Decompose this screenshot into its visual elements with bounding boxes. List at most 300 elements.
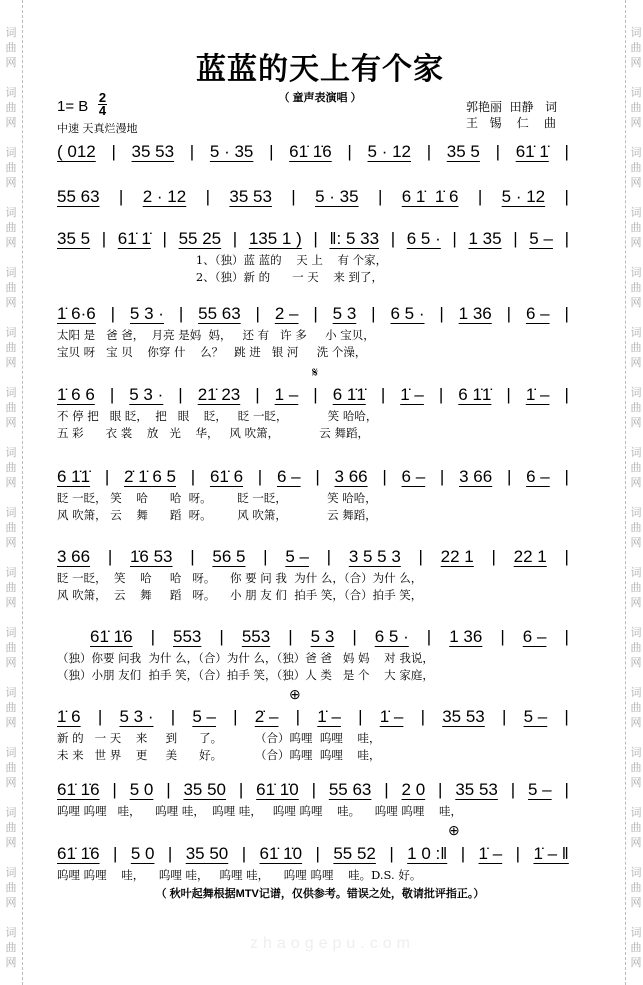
measure: 5 · 35 xyxy=(209,142,254,161)
barline: | xyxy=(313,229,318,248)
measure: 1̇ – xyxy=(525,385,550,404)
watermark-char: 网 xyxy=(5,176,17,189)
measure: 61̇ 1̇6 xyxy=(289,142,332,161)
measure: 6 – xyxy=(401,467,426,486)
barline: | xyxy=(238,780,244,799)
barline: | xyxy=(564,627,569,646)
lyric-line: 呜哩 呜哩 哇， 呜哩 哇， 呜哩 哇， 呜哩 呜哩 哇。D.S. 好。 xyxy=(57,868,422,882)
lyricist-credit: 郭艳丽 田静 词 xyxy=(466,100,558,114)
watermark-char: 曲 xyxy=(630,581,642,594)
measure: 61̇ 1̇0 xyxy=(259,844,303,863)
watermark-char: 曲 xyxy=(5,521,17,534)
barline: | xyxy=(426,627,432,646)
watermark-char: 网 xyxy=(630,536,642,549)
barline: | xyxy=(500,627,505,646)
watermark-char: 网 xyxy=(5,236,17,249)
notation-row xyxy=(57,385,569,405)
barline: | xyxy=(513,229,518,248)
barline: | xyxy=(118,187,124,206)
side-watermark xyxy=(4,145,18,190)
measure: 22 1 xyxy=(513,547,547,566)
watermark-char: 词 xyxy=(5,266,17,279)
performer-note: （ 童声表演唱 ） xyxy=(278,92,362,104)
side-watermark xyxy=(4,625,18,670)
barline: | xyxy=(101,229,107,248)
barline: | xyxy=(110,304,116,323)
barline: | xyxy=(506,467,512,486)
measure: 5 – xyxy=(285,547,309,566)
time-top: 2 xyxy=(98,90,107,105)
watermark-char: 网 xyxy=(630,836,642,849)
barline: | xyxy=(491,547,496,566)
side-watermark xyxy=(629,625,643,670)
watermark-char: 词 xyxy=(630,506,642,519)
measure: 1 0 :‖ xyxy=(407,844,448,863)
watermark-char: 网 xyxy=(5,416,17,429)
watermark-char: 网 xyxy=(630,236,642,249)
watermark-char: 曲 xyxy=(630,341,642,354)
barline: | xyxy=(166,780,171,799)
barline: | xyxy=(347,142,352,161)
barline: | xyxy=(439,467,445,486)
barline: | xyxy=(190,467,196,486)
barline: | xyxy=(232,229,238,248)
measure: 6 1̇ 1̇ 6 xyxy=(401,187,459,206)
watermark-char: 词 xyxy=(5,806,17,819)
watermark-char: 曲 xyxy=(5,701,17,714)
measure: 1 – xyxy=(274,385,299,404)
watermark-char: 曲 xyxy=(630,941,642,954)
measure: ‖: 5 33 xyxy=(329,229,380,248)
watermark-char: 网 xyxy=(5,476,17,489)
measure: 2 – xyxy=(274,304,299,323)
barline: | xyxy=(564,707,569,726)
barline: | xyxy=(288,627,293,646)
side-watermark xyxy=(629,565,643,610)
barline: | xyxy=(170,707,176,726)
watermark-char: 网 xyxy=(5,656,17,669)
barline: | xyxy=(389,844,394,863)
composer-credit: 王 锡 仁 曲 xyxy=(466,116,556,130)
side-watermark xyxy=(629,745,643,790)
barline: | xyxy=(150,627,155,646)
watermark-char: 词 xyxy=(630,806,642,819)
watermark-char: 网 xyxy=(630,356,642,369)
watermark-char: 网 xyxy=(5,836,17,849)
measure: ( 012 xyxy=(57,142,96,161)
time-bottom: 4 xyxy=(98,103,107,118)
watermark-char: 网 xyxy=(630,716,642,729)
lyric-line: 眨 一眨， 笑 哈 哈 呀。 眨 一眨， 笑 哈哈， xyxy=(57,491,377,505)
measure: 55 25 xyxy=(178,229,222,248)
watermark-char: 曲 xyxy=(5,341,17,354)
watermark-char: 曲 xyxy=(630,401,642,414)
watermark-char: 网 xyxy=(5,596,17,609)
watermark-char: 网 xyxy=(5,776,17,789)
measure: 5 – xyxy=(192,707,216,726)
watermark-char: 网 xyxy=(5,896,17,909)
watermark-char: 网 xyxy=(630,776,642,789)
segno-symbol: 𝄋 xyxy=(312,364,319,380)
barline: | xyxy=(255,304,260,323)
measure: 5 0 xyxy=(130,844,155,863)
barline: | xyxy=(564,467,569,486)
measure: 55 63 xyxy=(198,304,241,323)
measure: 55 63 xyxy=(57,187,100,206)
barline: | xyxy=(205,187,210,206)
barline: | xyxy=(438,780,443,799)
side-watermark xyxy=(4,505,18,550)
time-signature xyxy=(98,92,107,117)
barline: | xyxy=(564,780,569,799)
side-watermark xyxy=(629,685,643,730)
side-watermark xyxy=(4,565,18,610)
notation-row xyxy=(57,547,569,567)
watermark-char: 词 xyxy=(5,146,17,159)
lyric-line: 呜哩 呜哩 哇， 呜哩 哇， 呜哩 哇， 呜哩 呜哩 哇。 呜哩 呜哩 哇， xyxy=(57,804,463,818)
tempo-marking: 中速 天真烂漫地 xyxy=(57,122,138,135)
barline: | xyxy=(167,844,173,863)
watermark-char: 曲 xyxy=(630,281,642,294)
watermark-char: 曲 xyxy=(630,641,642,654)
watermark-char: 网 xyxy=(630,656,642,669)
measure: 5 3 · xyxy=(119,707,154,726)
watermark-char: 词 xyxy=(630,626,642,639)
watermark-char: 曲 xyxy=(5,161,17,174)
measure: 2̇ – xyxy=(254,707,279,726)
barline: | xyxy=(506,385,511,404)
measure: 56 5 xyxy=(212,547,246,566)
measure: 6 – xyxy=(522,627,547,646)
measure: 1̇ 6 6 xyxy=(57,385,95,404)
measure: 5 · 12 xyxy=(501,187,546,206)
notation-row xyxy=(57,467,569,487)
measure: 5 3 xyxy=(310,627,335,646)
barline: | xyxy=(315,844,320,863)
measure: 1 36 xyxy=(458,304,492,323)
lyric-line: （独）小朋 友们 拍手 笑，（合）拍手 笑，（独）人 类 是 个 大 家庭， xyxy=(57,668,434,682)
barline: | xyxy=(477,187,483,206)
watermark-char: 曲 xyxy=(5,941,17,954)
barline: | xyxy=(295,707,301,726)
measure: 3 5 5 3 xyxy=(348,547,401,566)
watermark-char: 网 xyxy=(630,596,642,609)
watermark-char: 曲 xyxy=(5,761,17,774)
lyric-line: 不 停 把 眼 眨， 把 眼 眨， 眨 一眨， 笑 哈哈， xyxy=(57,409,378,423)
watermark-url: zhaogepu.com xyxy=(250,935,415,952)
measure: 3 66 xyxy=(334,467,368,486)
watermark-char: 词 xyxy=(630,926,642,939)
watermark-char: 词 xyxy=(5,446,17,459)
measure: 35 50 xyxy=(185,844,229,863)
measure: 1̇ – ‖ xyxy=(533,844,569,863)
left-margin-line xyxy=(22,0,23,985)
watermark-char: 词 xyxy=(630,866,642,879)
measure: 5 – xyxy=(528,780,552,799)
barline: | xyxy=(439,304,444,323)
side-watermark xyxy=(4,325,18,370)
watermark-char: 曲 xyxy=(5,461,17,474)
measure: 1̇ 6 xyxy=(57,707,81,726)
measure: 21̇ 23 xyxy=(197,385,241,404)
lyric-line: 太阳 是 爸 爸， 月亮 是妈 妈， 还 有 许 多 小 宝贝， xyxy=(57,328,375,342)
measure: 5 3 · xyxy=(129,385,164,404)
measure: 6 5 · xyxy=(390,304,425,323)
watermark-char: 词 xyxy=(5,506,17,519)
barline: | xyxy=(190,547,195,566)
watermark-char: 词 xyxy=(630,206,642,219)
lyric-line: 2、（独）新 的 一 天 来 到了， xyxy=(57,270,383,284)
barline: | xyxy=(315,467,320,486)
measure: 35 50 xyxy=(183,780,227,799)
watermark-char: 曲 xyxy=(5,581,17,594)
watermark-char: 网 xyxy=(630,296,642,309)
watermark-char: 曲 xyxy=(5,221,17,234)
measure: 1̇6 53 xyxy=(129,547,173,566)
right-margin-line xyxy=(625,0,626,985)
barline: | xyxy=(255,385,260,404)
watermark-char: 曲 xyxy=(5,401,17,414)
measure: 6 1̇1̇ xyxy=(332,385,366,404)
barline: | xyxy=(382,467,387,486)
measure: 135 1 ) xyxy=(248,229,302,248)
watermark-char: 曲 xyxy=(5,41,17,54)
barline: | xyxy=(109,385,115,404)
watermark-char: 词 xyxy=(630,686,642,699)
watermark-char: 曲 xyxy=(5,821,17,834)
barline: | xyxy=(420,707,425,726)
song-title: 蓝蓝的天上有个家 xyxy=(196,53,444,86)
measure: 553 xyxy=(241,627,271,646)
key-signature: 1= B xyxy=(57,98,89,115)
barline: | xyxy=(178,304,184,323)
barline: | xyxy=(257,467,263,486)
notation-row xyxy=(57,707,569,727)
barline: | xyxy=(178,385,183,404)
watermark-char: 词 xyxy=(630,146,642,159)
barline: | xyxy=(377,187,383,206)
barline: | xyxy=(326,547,332,566)
watermark-char: 网 xyxy=(5,56,17,69)
barline: | xyxy=(269,142,274,161)
measure: 55 63 xyxy=(328,780,372,799)
watermark-char: 词 xyxy=(630,86,642,99)
measure: 35 53 xyxy=(131,142,175,161)
watermark-char: 词 xyxy=(5,746,17,759)
watermark-char: 曲 xyxy=(630,761,642,774)
lyric-line: 五 彩 衣 裳 放 光 华， 风 吹箫， 云 舞蹈， xyxy=(57,426,369,440)
barline: | xyxy=(510,780,516,799)
watermark-char: 词 xyxy=(5,566,17,579)
measure: 553 xyxy=(173,627,202,646)
measure: 61̇ 1̇0 xyxy=(256,780,299,799)
lyric-line: 1、（独）蓝 蓝的 天 上 有 个家， xyxy=(57,253,388,267)
measure: 1 36 xyxy=(449,627,483,646)
barline: | xyxy=(112,844,118,863)
side-watermark xyxy=(629,385,643,430)
watermark-char: 曲 xyxy=(5,881,17,894)
barline: | xyxy=(219,627,224,646)
watermark-char: 网 xyxy=(630,956,642,969)
notation-row xyxy=(57,780,569,800)
barline: | xyxy=(189,142,195,161)
side-watermark xyxy=(629,325,643,370)
measure: 6 1̇1̇ xyxy=(458,385,492,404)
barline: | xyxy=(515,844,521,863)
measure: 6 – xyxy=(276,467,301,486)
notation-row xyxy=(57,142,569,162)
side-watermark xyxy=(629,265,643,310)
measure: 5 3 xyxy=(332,304,357,323)
barline: | xyxy=(311,780,316,799)
watermark-char: 词 xyxy=(5,326,17,339)
measure: 2 · 12 xyxy=(142,187,187,206)
barline: | xyxy=(564,547,569,566)
watermark-char: 曲 xyxy=(630,101,642,114)
measure: 3 66 xyxy=(57,547,91,566)
barline: | xyxy=(352,627,357,646)
side-watermark xyxy=(4,265,18,310)
coda-symbol-2: ⊕ xyxy=(448,822,460,838)
measure: 2 0 xyxy=(401,780,426,799)
measure: 22 1 xyxy=(440,547,474,566)
footnote: （ 秋叶起舞根据MTV记谱，仅供参考。错误之处，敬请批评指正。） xyxy=(155,888,485,900)
watermark-char: 网 xyxy=(5,116,17,129)
side-watermark xyxy=(4,445,18,490)
measure: 61̇ 1̇6 xyxy=(57,780,100,799)
measure: 55 52 xyxy=(333,844,376,863)
watermark-char: 词 xyxy=(5,866,17,879)
barline: | xyxy=(97,707,103,726)
barline: | xyxy=(390,229,396,248)
measure: 5 3 · xyxy=(129,304,164,323)
lyric-line: 风 吹箫， 云 舞 蹈 呀。 小 朋 友 们 拍手 笑，（合）拍手 笑， xyxy=(57,588,423,602)
watermark-char: 曲 xyxy=(630,701,642,714)
watermark-char: 网 xyxy=(630,176,642,189)
side-watermark xyxy=(4,745,18,790)
notation-row xyxy=(57,229,569,249)
barline: | xyxy=(233,707,238,726)
watermark-char: 词 xyxy=(5,386,17,399)
watermark-char: 词 xyxy=(630,326,642,339)
watermark-char: 曲 xyxy=(630,881,642,894)
barline: | xyxy=(426,142,432,161)
measure: 35 53 xyxy=(442,707,485,726)
measure: 6 1̇1̇ xyxy=(57,467,91,486)
measure: 61̇ 1̇6 xyxy=(90,627,133,646)
measure: 35 53 xyxy=(455,780,498,799)
side-watermark xyxy=(629,445,643,490)
watermark-char: 网 xyxy=(630,416,642,429)
watermark-char: 曲 xyxy=(630,41,642,54)
watermark-char: 词 xyxy=(630,26,642,39)
watermark-char: 曲 xyxy=(630,161,642,174)
lyric-line: 眨 一眨， 笑 哈 哈 呀。 你 要 问 我 为什 么，（合）为什 么， xyxy=(57,571,423,585)
barline: | xyxy=(112,780,117,799)
measure: 61̇ 1̇6 xyxy=(57,844,100,863)
lyric-line: （独）你要 问我 为什 么，（合）为什 么，（独）爸 爸 妈 妈 对 我说， xyxy=(57,651,434,665)
measure: 6 – xyxy=(525,304,550,323)
side-watermark xyxy=(629,145,643,190)
notation-row xyxy=(57,844,569,864)
measure: 1̇ – xyxy=(478,844,503,863)
watermark-char: 网 xyxy=(630,476,642,489)
side-watermark xyxy=(4,85,18,130)
lyric-line: 宝贝 呀 宝 贝 你穿 什 么？ 跳 进 银 河 洗 个澡， xyxy=(57,345,367,359)
measure: 61̇ 6 xyxy=(209,467,244,486)
barline: | xyxy=(380,385,386,404)
measure: 1̇ – xyxy=(379,707,404,726)
measure: 6 5 · xyxy=(406,229,441,248)
barline: | xyxy=(358,707,363,726)
watermark-char: 网 xyxy=(630,56,642,69)
lyric-line: 新 的 一 天 来 到 了。 （合）呜哩 呜哩 哇， xyxy=(57,731,381,745)
barline: | xyxy=(371,304,376,323)
watermark-char: 词 xyxy=(5,926,17,939)
side-watermark xyxy=(629,505,643,550)
barline: | xyxy=(107,547,113,566)
side-watermark xyxy=(4,385,18,430)
side-watermark xyxy=(4,805,18,850)
watermark-char: 网 xyxy=(630,896,642,909)
watermark-char: 曲 xyxy=(5,641,17,654)
measure: 61̇ 1̇ xyxy=(515,142,549,161)
measure: 6 – xyxy=(526,467,550,486)
measure: 5 · 35 xyxy=(315,187,359,206)
watermark-char: 曲 xyxy=(630,821,642,834)
barline: | xyxy=(162,229,167,248)
barline: | xyxy=(418,547,423,566)
watermark-char: 词 xyxy=(5,686,17,699)
watermark-char: 词 xyxy=(5,86,17,99)
watermark-char: 曲 xyxy=(5,101,17,114)
barline: | xyxy=(460,844,466,863)
coda-symbol: ⊕ xyxy=(289,686,301,702)
barline: | xyxy=(313,385,318,404)
barline: | xyxy=(501,707,507,726)
watermark-char: 词 xyxy=(5,26,17,39)
watermark-char: 网 xyxy=(630,116,642,129)
lyric-line: 风 吹箫， 云 舞 蹈 呀。 风 吹箫， 云 舞蹈， xyxy=(57,508,377,522)
measure: 3 66 xyxy=(459,467,493,486)
watermark-char: 网 xyxy=(5,536,17,549)
measure: 6 5 · xyxy=(374,627,409,646)
side-watermark xyxy=(629,805,643,850)
barline: | xyxy=(564,385,569,404)
barline: | xyxy=(438,385,444,404)
watermark-char: 词 xyxy=(630,266,642,279)
measure: 1̇ – xyxy=(400,385,424,404)
barline: | xyxy=(263,547,268,566)
notation-row xyxy=(57,304,569,324)
measure: 1̇ 6·6 xyxy=(57,304,96,323)
measure: 35 5 xyxy=(57,229,91,248)
barline: | xyxy=(564,304,569,323)
measure: 1 35 xyxy=(468,229,502,248)
measure: 35 5 xyxy=(446,142,480,161)
side-watermark xyxy=(629,205,643,250)
side-watermark xyxy=(629,85,643,130)
side-watermark xyxy=(629,925,643,970)
watermark-char: 词 xyxy=(630,746,642,759)
notation-row xyxy=(57,187,569,207)
lyric-line: 未 来 世 界 更 美 好。 （合）呜哩 呜哩 哇， xyxy=(57,748,381,762)
notation-row xyxy=(90,627,569,647)
side-watermark xyxy=(4,205,18,250)
watermark-char: 曲 xyxy=(5,281,17,294)
watermark-char: 词 xyxy=(630,446,642,459)
measure: 5 – xyxy=(529,229,553,248)
